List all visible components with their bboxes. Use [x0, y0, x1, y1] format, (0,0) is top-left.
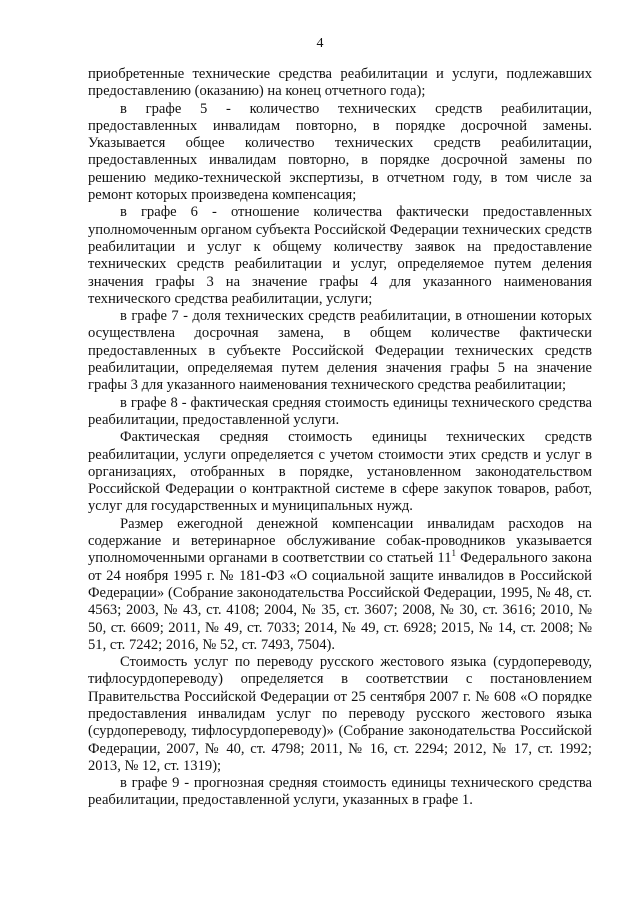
paragraph-column-8: в графе 8 - фактическая средняя стоимость единицы технического средства реабилитации, предоставленной услуги. [88, 394, 592, 428]
paragraph-column-5: в графе 5 - количество технических средств реабилитации, предоставленных инвалидам повторно, в порядке досрочной замены. Указывается общее количество технических средств реабилитации, предоставленных инвалидам повторно, в порядке досрочной замены по решению медико-технической экспертизы, в отчетном году, в том числе за ремонт которых произведена компенсация; [88, 100, 592, 204]
paragraph-column-6: в графе 6 - отношение количества фактически предоставленных уполномоченным органом субъекта Российской Федерации технических средств реабилитации и услуг к общему количеству заявок на предоставление технических средств реабилитации и услуг, определяемое путем деления значения графы 3 на значение графы 4 для указанного наименования технического средства реабилитации, услуги; [88, 204, 592, 307]
paragraph-sign-language-cost: Стоимость услуг по переводу русского жестового языка (сурдопереводу, тифлосурдопереводу) определяется в соответствии с постановлением Правительства Российской Федерации от 25 сентября 2007 г. № 608 «О порядке предоставления инвалидам услуг по переводу русского жестового языка (сурдопереводу, тифлосурдопереводу)» (Собрание законодательства Российской Федерации, 2007, № 40, ст. 4798; 2011, № 16, ст. 2294; 2012, № 17, ст. 1992; 2013, № 12, ст. 1319); [88, 654, 592, 774]
document-body [88, 66, 592, 810]
page-number: 4 [316, 36, 324, 51]
paragraph-column-9: в графе 9 - прогнозная средняя стоимость единицы технического средства реабилитации, предоставленной услуги, указанных в графе 1. [88, 775, 592, 809]
paragraph-1: приобретенные технические средства реабилитации и услуги, подлежавших предоставлению (оказанию) на конец отчетного года); [88, 66, 592, 100]
article-superscript: 1 [451, 548, 456, 559]
paragraph-column-7: в графе 7 - доля технических средств реабилитации, в отношении которых осуществлена досрочная замена, в общем количестве фактически предоставленных в субъекте Российской Федерации технических средств реабилитации, определяемая путем деления значения графы 5 на значение графы 3 для указанного наименования технического средства реабилитации; [88, 308, 592, 394]
paragraph-average-cost: Фактическая средняя стоимость единицы технических средств реабилитации, услуги определяется с учетом стоимости этих средств и услуг в организациях, отобранных в порядке, установленном законодательством Российской Федерации о контрактной системе в сфере закупок товаров, работ, услуг для государственных и муниципальных нужд. [88, 429, 592, 515]
paragraph-guide-dog-compensation [88, 516, 592, 654]
paragraph-guide-dog-text-before: Размер ежегодной денежной компенсации инвалидам расходов на содержание и ветеринарное обслуживание собак-проводников указывается уполномоченными органами в соответствии со статьей 11 [88, 515, 592, 567]
paragraph-guide-dog-text-after: Федерального закона от 24 ноября 1995 г. № 181-ФЗ «О социальной защите инвалидов в Российской Федерации» (Собрание законодательства Российской Федерации, 1995, № 48, ст. 4563; 2003, № 43, ст. 4108; 2004, № 35, ст. 3607; 2008, № 30, ст. 3616; 2010, № 50, ст. 6609; 2011, № 49, ст. 7033; 2014, № 49, ст. 6928; 2015, № 14, ст. 2008; № 51, ст. 7242; 2016, № 52, ст. 7493, 7504). [88, 550, 592, 653]
